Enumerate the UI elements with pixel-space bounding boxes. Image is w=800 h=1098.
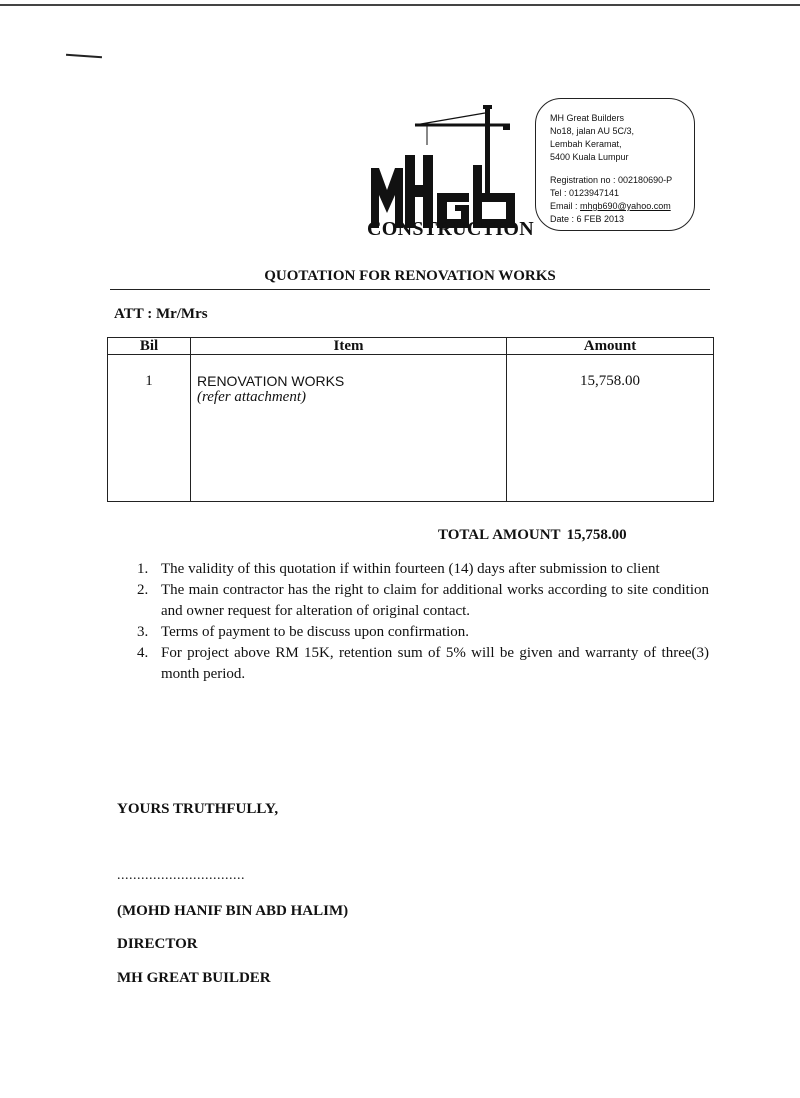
email-value: mhgb690@yahoo.com <box>580 201 671 211</box>
header-item: Item <box>191 338 507 355</box>
term-number: 3. <box>137 624 149 640</box>
signatory-company: MH GREAT BUILDER <box>117 970 271 986</box>
total-label: TOTAL AMOUNT <box>438 527 561 543</box>
term-text: The main contractor has the right to claim for additional works according to site condition and owner request for alteration of original contact. <box>161 582 709 619</box>
attention-line: ATT : Mr/Mrs <box>114 306 208 322</box>
date: Date : 6 FEB 2013 <box>550 214 625 224</box>
terms-list <box>137 559 709 685</box>
term-item <box>137 622 709 643</box>
title-underline <box>110 289 710 290</box>
registration-number: Registration no : 002180690-P <box>550 175 673 185</box>
term-item <box>137 643 709 685</box>
total-value: 15,758.00 <box>566 527 627 543</box>
term-item <box>137 580 709 622</box>
term-text: For project above RM 15K, retention sum of 5% will be given and warranty of three(3) month period. <box>161 645 709 682</box>
company-address-box <box>535 98 695 231</box>
total-amount <box>438 527 627 544</box>
scan-mark <box>66 54 102 59</box>
email-label: Email : <box>550 201 581 211</box>
item-description: RENOVATION WORKS <box>197 373 345 389</box>
term-item <box>137 559 709 580</box>
cell-amount: 15,758.00 <box>507 355 714 502</box>
address-line: No18, jalan AU 5C/3, <box>550 126 635 136</box>
cell-bil: 1 <box>108 355 191 502</box>
logo-construction-text: CONSTRUCTION <box>367 218 534 240</box>
table-header-row <box>108 338 714 355</box>
term-number: 1. <box>137 561 149 577</box>
closing-salutation: YOURS TRUTHFULLY, <box>117 801 279 817</box>
address-line: 5400 Kuala Lumpur <box>550 152 629 162</box>
signatory-title: DIRECTOR <box>117 936 198 952</box>
header-bil: Bil <box>108 338 191 355</box>
header-amount: Amount <box>507 338 714 355</box>
term-text: The validity of this quotation if within fourteen (14) days after submission to client <box>161 561 660 577</box>
scan-edge-line <box>0 4 800 12</box>
item-note: (refer attachment) <box>197 389 306 405</box>
term-number: 4. <box>137 645 149 661</box>
quotation-table <box>107 337 714 502</box>
telephone: Tel : 0123947141 <box>550 188 620 198</box>
signatory-name: (MOHD HANIF BIN ABD HALIM) <box>117 903 349 919</box>
email <box>550 200 684 213</box>
address-line: Lembah Keramat, <box>550 139 622 149</box>
signature-line: ................................ <box>117 868 245 883</box>
address-line: MH Great Builders <box>550 113 625 123</box>
document-title: QUOTATION FOR RENOVATION WORKS <box>264 268 556 284</box>
cell-item <box>191 355 507 502</box>
term-number: 2. <box>137 582 149 598</box>
term-text: Terms of payment to be discuss upon confirmation. <box>161 624 470 640</box>
table-row <box>108 355 714 502</box>
